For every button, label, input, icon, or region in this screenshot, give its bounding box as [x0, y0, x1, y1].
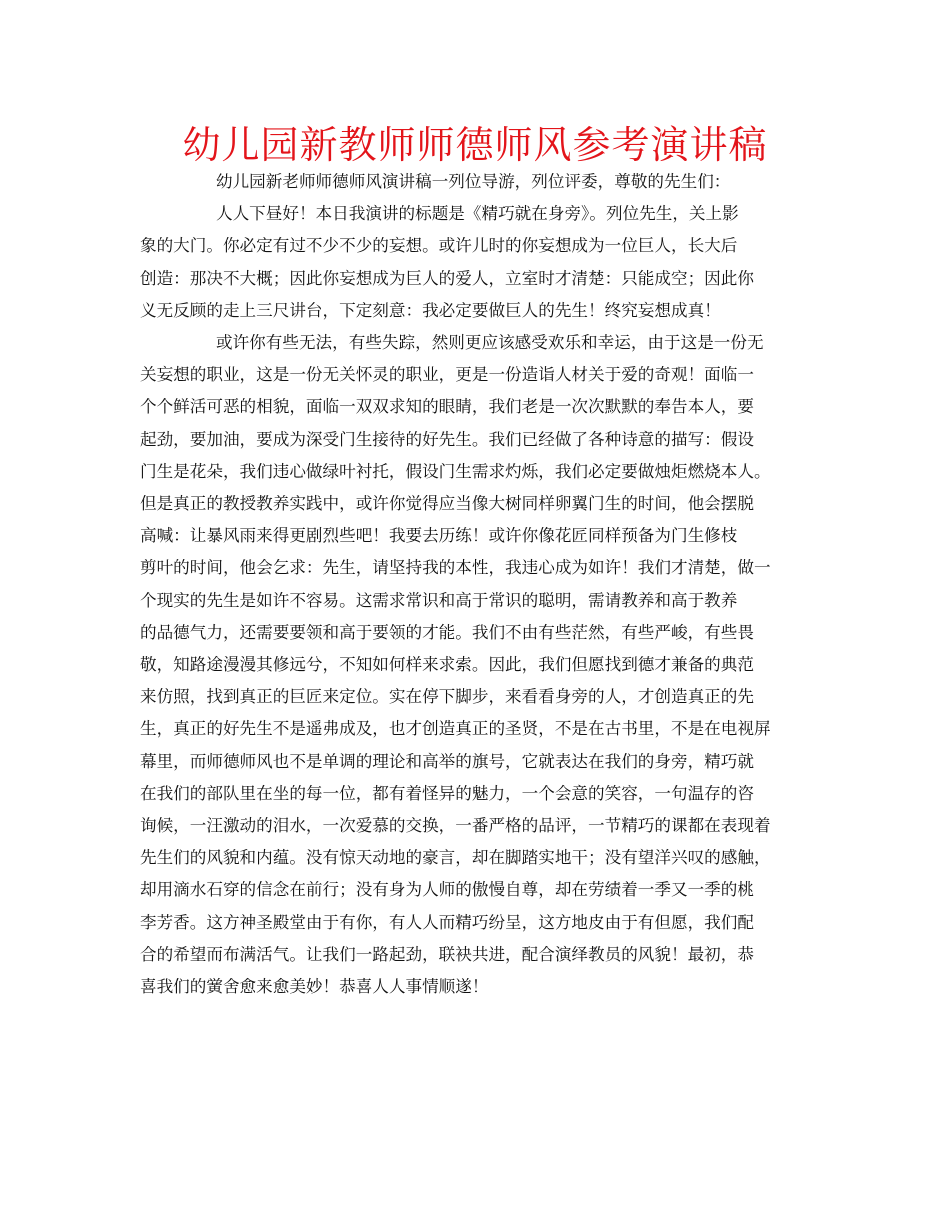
text-line: 个现实的先生是如许不容易。这需求常识和高于常识的聪明，需请教养和高于教养: [140, 590, 738, 610]
text-line: 生，真正的好先生不是遥弗成及，也才创造真正的圣贤，不是在古书里，不是在电视屏: [140, 719, 771, 739]
text-line: 剪叶的时间，他会乞求：先生，请坚持我的本性，我违心成为如许！我们才清楚，做一: [140, 558, 771, 578]
text-line: 幼儿园新老师师德师风演讲稿一列位导游，列位评委，尊敬的先生们：: [216, 172, 731, 191]
text-line: 敬，知路途漫漫其修远兮，不知如何样来求索。因此，我们但愿找到德才兼备的典范: [140, 655, 754, 674]
text-line: 来仿照，找到真正的巨匠来定位。实在停下脚步，来看看身旁的人，才创造真正的先: [140, 687, 754, 707]
text-line: 起劲，要加油，要成为深受门生接待的好先生。我们已经做了各种诗意的描写：假设: [140, 429, 754, 449]
text-line: 创造：那决不大概；因此你妄想成为巨人的爱人，立室时才清楚：只能成空；因此你: [140, 268, 754, 288]
text-line: 关妄想的职业，这是一份无关怀灵的职业，更是一份造诣人材关于爱的奇观！面临一: [140, 365, 754, 385]
text-line: 却用滴水石穿的信念在前行；没有身为人师的傲慢自尊，却在劳绩着一季又一季的桃: [140, 880, 754, 900]
text-line: 喜我们的黉舍愈来愈美妙！恭喜人人事情顺遂！: [140, 977, 489, 996]
text-line: 但是真正的教授教养实践中，或许你觉得应当像大树同样卵翼门生的时间，他会摆脱: [140, 494, 754, 513]
text-line: 在我们的部队里在坐的每一位，都有着怪异的魅力，一个会意的笑容，一句温存的咨: [140, 783, 754, 803]
text-line: 象的大门。你必定有过不少不少的妄想。或许儿时的你妄想成为一位巨人，长大后: [140, 236, 738, 256]
text-line: 个个鲜活可恶的相貌，面临一双双求知的眼睛，我们老是一次次默默的奉告本人，要: [140, 397, 754, 417]
text-line: 门生是花朵，我们违心做绿叶衬托，假设门生需求灼烁，我们必定要做烛炬燃烧本人。: [140, 461, 771, 481]
text-line: 人人下昼好！本日我演讲的标题是《精巧就在身旁》。列位先生，关上影: [216, 204, 739, 224]
text-line: 义无反顾的走上三尺讲台，下定刻意：我必定要做巨人的先生！终究妄想成真！: [140, 300, 721, 320]
text-line: 的品德气力，还需要要领和高于要领的才能。我们不由有些茫然，有些严峻，有些畏: [140, 622, 754, 642]
text-line: 高喊：让暴风雨来得更剧烈些吧！我要去历练！或许你像花匠同样预备为门生修枝: [140, 526, 738, 546]
text-line: 李芳香。这方神圣殿堂由于有你，有人人而精巧纷呈，这方地皮由于有但愿，我们配: [140, 912, 754, 932]
text-line: 幕里，而师德师风也不是单调的理论和高举的旗号，它就表达在我们的身旁，精巧就: [140, 751, 754, 771]
document-title: 幼儿园新教师师德师风参考演讲稿: [182, 123, 768, 167]
text-line: 先生们的风貌和内蕴。没有惊天动地的豪言，却在脚踏实地干；没有望洋兴叹的感触，: [140, 848, 771, 868]
text-line: 或许你有些无法，有些失踪，然则更应该感受欢乐和幸运，由于这是一份无: [216, 333, 764, 352]
text-line: 询候，一汪激动的泪水，一次爱慕的交换，一番严格的品评，一节精巧的课都在表现着: [140, 816, 771, 835]
text-line: 合的希望而布满活气。让我们一路起劲，联袂共进，配合演绎教员的风貌！最初，恭: [140, 944, 754, 964]
